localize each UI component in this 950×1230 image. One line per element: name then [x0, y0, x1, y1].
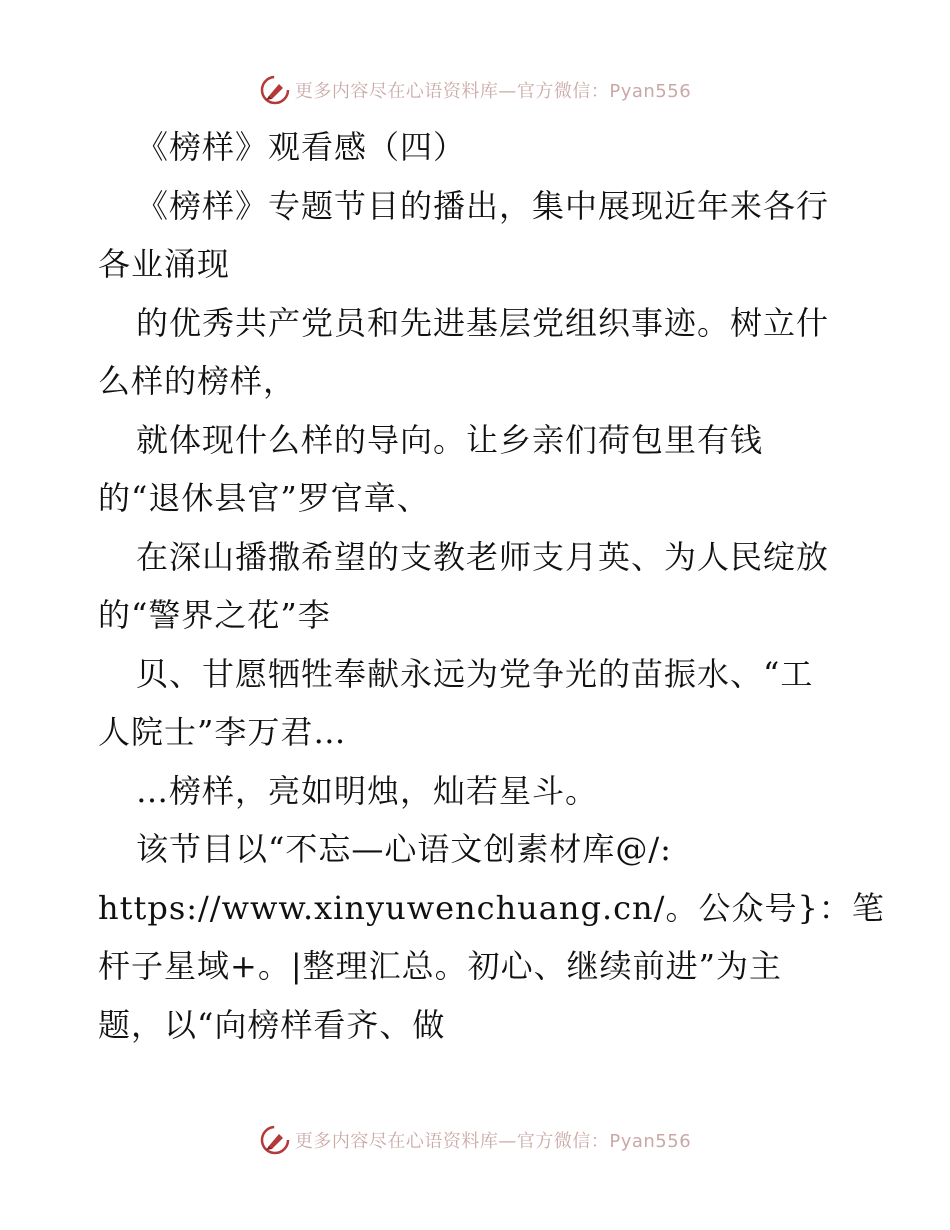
- paragraph-line: 人院士”李万君…: [98, 713, 347, 751]
- paragraph-line-url: https://www.xinyuwenchuang.cn/。公众号}：笔: [98, 888, 885, 927]
- header-banner-text: 更多内容尽在心语资料库—官方微信：Pyan556: [294, 81, 692, 102]
- paragraph-line: 的“警界之花”李: [98, 596, 331, 634]
- pen-nib-icon: [259, 74, 291, 106]
- paragraph-line: 在深山播撒希望的支教老师支月英、为人民绽放: [136, 537, 830, 576]
- paragraph-line: 题，以“向榜样看齐、做: [98, 1005, 446, 1044]
- footer-banner-text: 更多内容尽在心语资料库—官方微信：Pyan556: [294, 1131, 692, 1152]
- paragraph-line: 贝、甘愿牺牲奉献永远为党争光的苗振水、“工: [136, 654, 814, 693]
- paragraph-line: 《榜样》专题节目的播出，集中展现近年来各行: [136, 186, 830, 225]
- paragraph-line: 就体现什么样的导向。让乡亲们荷包里有钱: [136, 420, 764, 459]
- header-banner: [0, 70, 950, 110]
- paragraph-line: 杆子星域+。|整理汇总。初心、继续前进”为主: [98, 947, 782, 985]
- paragraph-line: 各业涌现: [98, 245, 231, 283]
- paragraph-line: 的“退休县官”罗官章、: [98, 479, 430, 517]
- paragraph-line: 的优秀共产党员和先进基层党组织事迹。树立什: [136, 303, 830, 342]
- pen-nib-icon: [259, 1124, 291, 1156]
- document-title: 《榜样》观看感（四）: [136, 128, 467, 166]
- paragraph-line: 么样的榜样，: [98, 362, 297, 400]
- document-body: [98, 118, 885, 1054]
- paragraph-line: …榜样，亮如明烛，灿若星斗。: [136, 771, 599, 810]
- paragraph-line: 该节目以“不忘—心语文创素材库@/:: [136, 830, 672, 868]
- footer-banner: [0, 1120, 950, 1160]
